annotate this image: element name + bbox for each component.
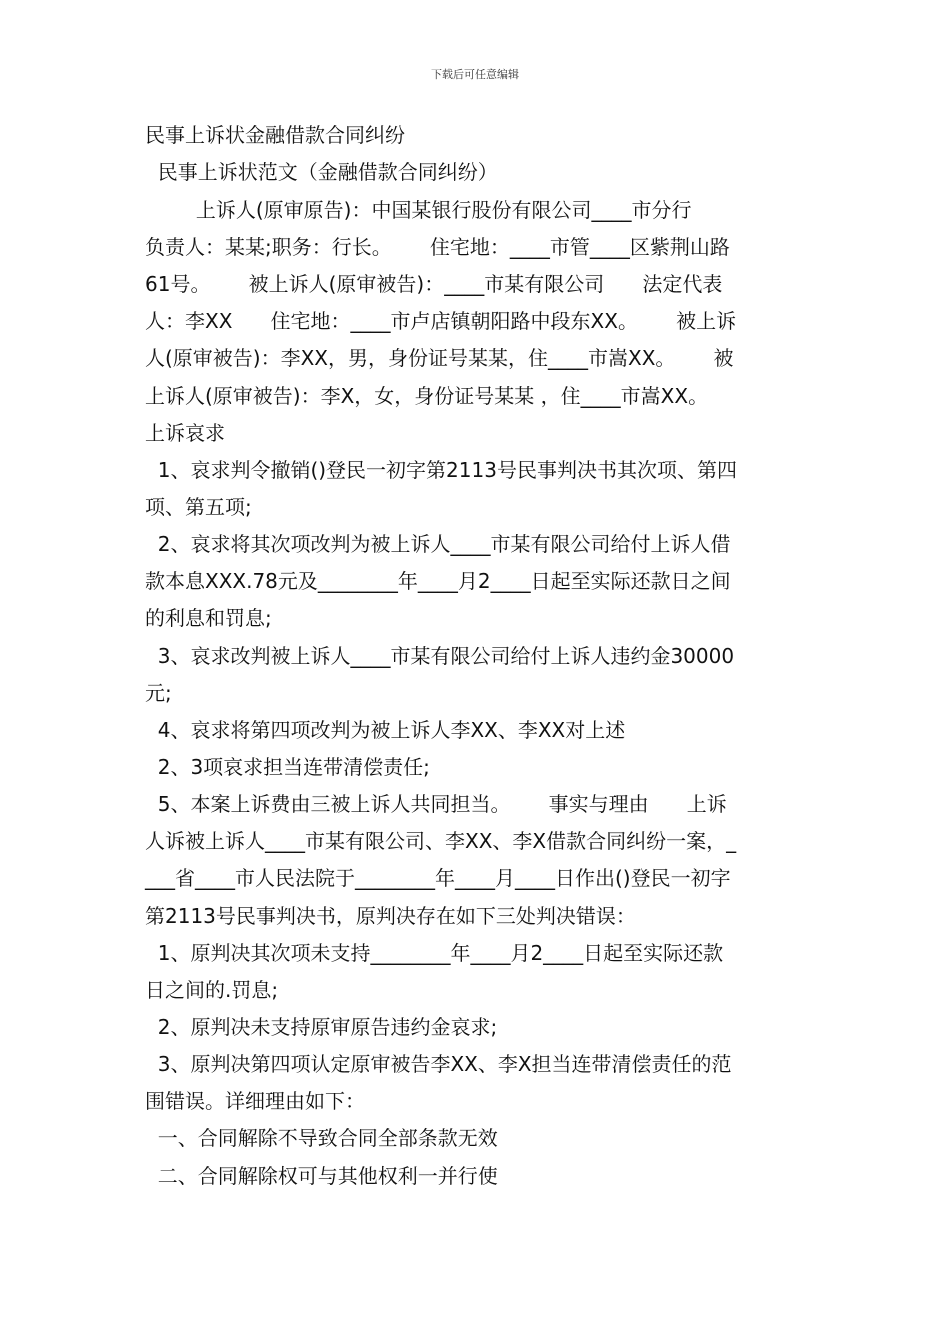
body-line: 2、哀求将其次项改判为被上诉人____市某有限公司给付上诉人借 — [145, 532, 731, 556]
body-line: 第2113号民事判决书，原判决存在如下三处判决错误： — [145, 904, 636, 928]
body-line: 人诉被上诉人____市某有限公司、李XX、李X借款合同纠纷一案，_ — [145, 829, 737, 853]
body-line: 61号。 被上诉人(原审被告)：____市某有限公司 法定代表 — [145, 272, 723, 296]
document-title: 民事上诉状金融借款合同纠纷 — [145, 123, 405, 147]
body-line: 4、哀求将第四项改判为被上诉人李XX、李XX对上述 — [145, 718, 626, 742]
body-line: 3、哀求改判被上诉人____市某有限公司给付上诉人违约金30000 — [145, 644, 735, 668]
body-line: 二、合同解除权可与其他权利一并行使 — [145, 1164, 498, 1188]
body-line: 2、3项哀求担当连带清偿责任; — [145, 755, 430, 779]
document-subtitle: 民事上诉状范文（金融借款合同纠纷） — [145, 160, 498, 184]
body-line: 上诉人(原审原告)：中国某银行股份有限公司____市分行 — [145, 198, 692, 222]
section-heading-appeal-request: 上诉哀求 — [145, 421, 225, 445]
body-line: 日之间的.罚息; — [145, 978, 279, 1002]
body-line: 3、原判决第四项认定原审被告李XX、李X担当连带清偿责任的范 — [145, 1052, 732, 1076]
body-line: 1、原判决其次项未支持________年____月2____日起至实际还款 — [145, 941, 724, 965]
body-line: 负责人：某某;职务：行长。 住宅地：____市管____区紫荆山路 — [145, 235, 730, 259]
body-line: 5、本案上诉费由三被上诉人共同担当。 事实与理由 上诉 — [145, 792, 727, 816]
body-line: 元; — [145, 681, 172, 705]
body-line: 上诉人(原审被告)：李X，女，身份证号某某 ，住____市嵩XX。 — [145, 384, 709, 408]
body-line: 1、哀求判令撤销()登民一初字第2113号民事判决书其次项、第四 — [145, 458, 737, 482]
body-line: 一、合同解除不导致合同全部条款无效 — [145, 1126, 498, 1150]
body-line: 项、第五项; — [145, 495, 252, 519]
body-line: 的利息和罚息; — [145, 606, 272, 630]
body-line: 人(原审被告)：李XX，男，身份证号某某，住____市嵩XX。 被 — [145, 346, 734, 370]
body-line: 围错误。详细理由如下： — [145, 1089, 365, 1113]
body-line: 2、原判决未支持原审原告违约金哀求; — [145, 1015, 498, 1039]
body-line: 款本息XXX.78元及________年____月2____日起至实际还款日之间 — [145, 569, 731, 593]
page-header-note: 下载后可任意编辑 — [431, 68, 519, 81]
body-line: 人：李XX 住宅地：____市卢店镇朝阳路中段东XX。 被上诉 — [145, 309, 737, 333]
body-line: ___省____市人民法院于________年____月____日作出()登民一初字 — [145, 866, 731, 890]
